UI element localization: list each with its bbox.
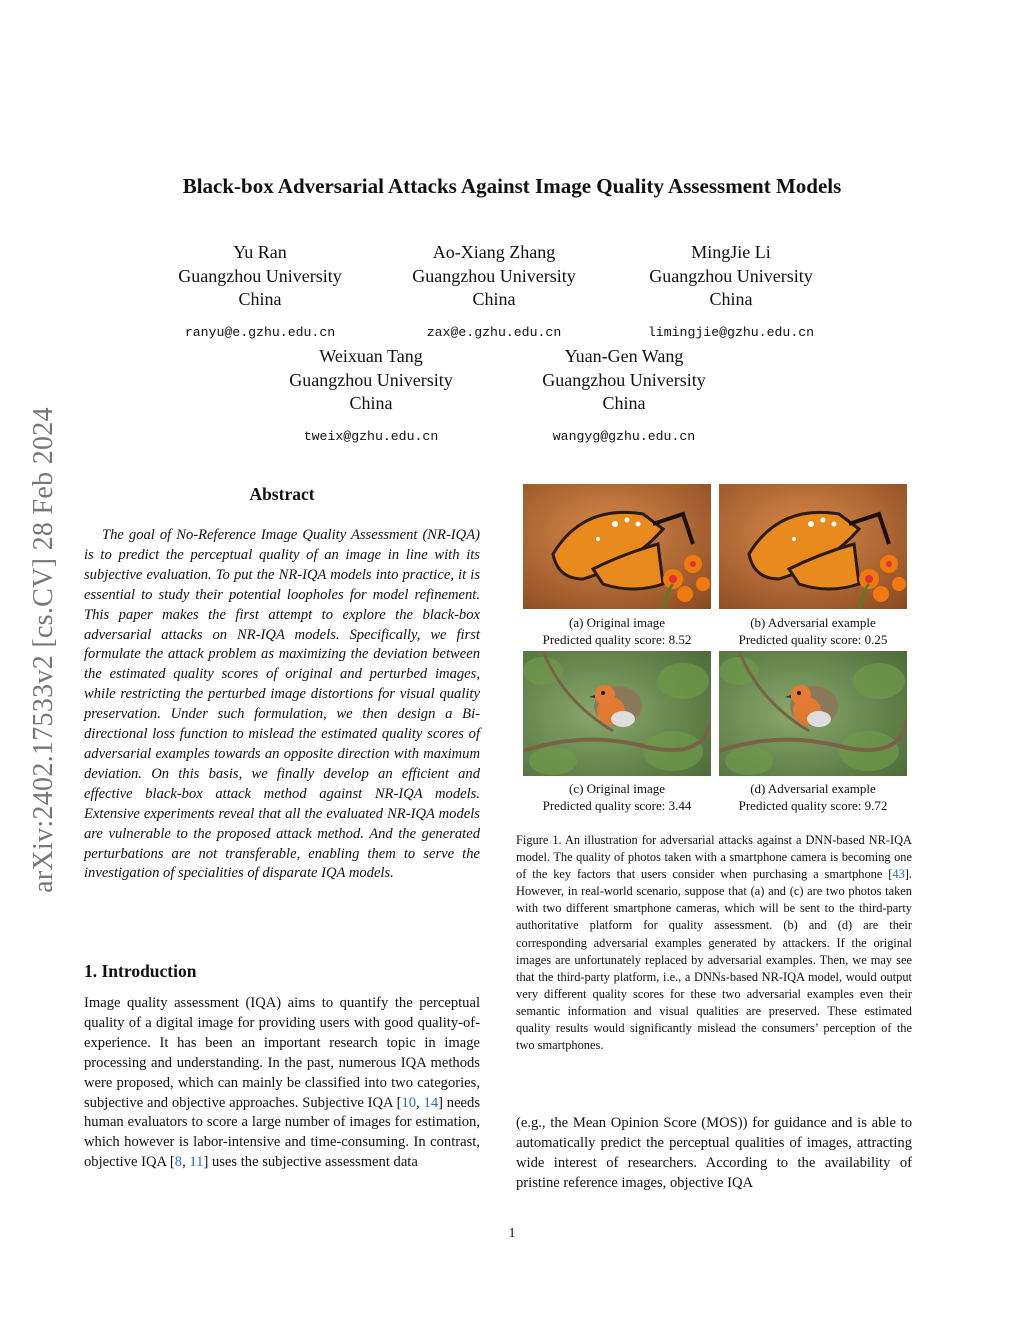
author-name: MingJie Li	[691, 242, 771, 262]
arxiv-side-stamp: arXiv:2402.17533v2 [cs.CV] 28 Feb 2024	[28, 407, 59, 893]
author-country: China	[238, 289, 282, 309]
author-block	[140, 241, 380, 344]
abstract-text: The goal of No-Reference Image Quality Assessment (NR-IQA) is to predict the perceptual quality of an image in line with its subjective evaluation. To put the NR-IQA models into practice, it is essential to study their potential loopholes for model refinement. This paper makes the first attempt to explore the black-box adversarial attacks on NR-IQA models. Specifically, we first formulate the attack problem as maximizing the deviation between the estimated quality scores of original and perturbed images, while restricting the perturbed image distortions for visual quality preservation. Under such formulation, we then design a Bi-directional loss function to mislead the estimated quality scores of adversarial examples towards an opposite direction with maximum deviation. On this basis, we finally develop an efficient and effective black-box attack method against NR-IQA models. Extensive experiments reveal that all the evaluated NR-IQA models are vulnerable to the proposed attack method. And the generated perturbations are not transferable, enabling them to serve the investigation of specialities of disparate IQA models.	[84, 527, 480, 882]
panel-label: (c) Original image	[568, 781, 665, 796]
page-number: 1	[508, 1226, 516, 1241]
author-email: ranyu@e.gzhu.edu.cn	[184, 324, 336, 340]
abstract-heading: Abstract	[249, 484, 315, 504]
author-affiliation: Guangzhou University	[178, 265, 342, 286]
author-block	[504, 345, 744, 448]
panel-label: (d) Adversarial example	[750, 781, 876, 796]
citation-link[interactable]: 8	[174, 1154, 183, 1171]
author-name: Weixuan Tang	[319, 346, 423, 366]
intro-text-run: ] uses the subjective assessment data	[203, 1154, 418, 1171]
panel-score: Predicted quality score: 8.52	[542, 632, 692, 647]
butterfly-original-image	[523, 484, 711, 609]
intro-text-run: ] needs human evaluators to score a large number of images for estimation, which however is labor-intensive and time-consuming. In contrast, objective IQA [	[84, 1094, 481, 1171]
citation-separator: ,	[182, 1154, 190, 1171]
author-block	[611, 241, 851, 344]
paper-title: Black-box Adversarial Attacks Against Image Quality Assessment Models	[182, 174, 842, 198]
intro-text-run: Image quality assessment (IQA) aims to quantify the perceptual quality of a digital image for providing users with good quality-of-experience. It has been an important research topic in image processing and understanding. In the past, numerous IQA methods were proposed, which can mainly be classified into two categories, subjective and objective approaches. Subjective IQA [	[84, 995, 480, 1111]
author-name: Ao-Xiang Zhang	[432, 242, 556, 262]
author-country: China	[472, 289, 516, 309]
panel-label: (a) Original image	[568, 615, 665, 630]
citation-separator: ,	[416, 1094, 424, 1111]
intro-paragraph	[84, 994, 480, 1173]
citation-link[interactable]: 14	[423, 1094, 439, 1111]
continuation-paragraph: (e.g., the Mean Opinion Score (MOS)) for guidance and is able to automatically predict the perceptual qualities of images, attracting wide interest of researchers. According to the availability of pristine reference images, objective IQA	[516, 1115, 912, 1191]
section-heading-introduction: 1. Introduction	[84, 961, 197, 981]
figure-panel-caption	[713, 780, 913, 814]
author-email: tweix@gzhu.edu.cn	[303, 428, 439, 444]
panel-label: (b) Adversarial example	[750, 615, 876, 630]
citation-link[interactable]: 11	[189, 1154, 204, 1171]
citation-link[interactable]: 43	[892, 867, 905, 882]
caption-text-run: ]. However, in real-world scenario, suppose that (a) and (c) are two photos taken with two different smartphone cameras, which will be sent to the third-party authoritative platform for quality assessment. (b) and (d) are their corresponding adversarial examples generated by attackers. If the original images are unfortunately replaced by adversarial examples. Then, we may see that the third-party platform, i.e., a DNNs-based NR-IQA model, would output very different quality scores for these two adversarial examples even their semantic information and visual qualities are preserved. These estimated quality results would significantly mislead the consumers’ perception of the two smartphones.	[516, 867, 912, 1053]
author-affiliation: Guangzhou University	[289, 369, 453, 390]
butterfly-adversarial-image	[719, 484, 907, 609]
robin-adversarial-image	[719, 651, 907, 776]
author-email: limingjie@gzhu.edu.cn	[647, 324, 815, 340]
author-name: Yuan-Gen Wang	[564, 346, 684, 366]
robin-original-image	[523, 651, 711, 776]
author-email: wangyg@gzhu.edu.cn	[552, 428, 696, 444]
author-email: zax@e.gzhu.edu.cn	[426, 324, 562, 340]
panel-score: Predicted quality score: 3.44	[542, 798, 692, 813]
author-affiliation: Guangzhou University	[649, 265, 813, 286]
author-affiliation: Guangzhou University	[412, 265, 576, 286]
author-block	[374, 241, 614, 344]
panel-score: Predicted quality score: 9.72	[738, 798, 888, 813]
author-affiliation: Guangzhou University	[542, 369, 706, 390]
figure-panel-caption	[517, 614, 717, 648]
figure-panel-caption	[713, 614, 913, 648]
caption-text-run: Figure 1. An illustration for adversarial attacks against a DNN-based NR-IQA model. The quality of photos taken with a smartphone camera is becoming one of the key factors that users consider when purchasing a smartphone [	[516, 833, 912, 882]
author-country: China	[709, 289, 753, 309]
author-country: China	[602, 393, 646, 413]
figure-caption	[516, 832, 912, 1054]
author-name: Yu Ran	[233, 242, 287, 262]
panel-score: Predicted quality score: 0.25	[738, 632, 888, 647]
figure-panel-caption	[517, 780, 717, 814]
author-country: China	[349, 393, 393, 413]
author-block	[251, 345, 491, 448]
citation-link[interactable]: 10	[401, 1094, 417, 1111]
